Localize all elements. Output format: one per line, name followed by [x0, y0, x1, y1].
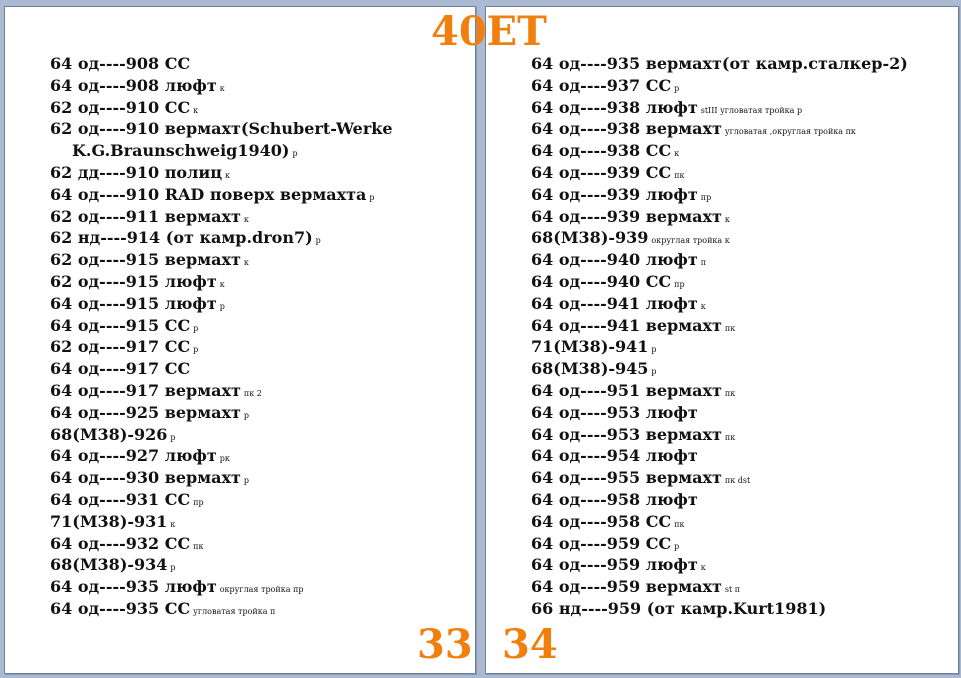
line-text: 68(М38)-934	[50, 555, 168, 575]
line-text: 64 од----930 вермахт	[50, 468, 241, 488]
line-note: к	[219, 83, 225, 93]
line-text: 64 од----951 вермахт	[531, 380, 722, 400]
line-note: угловатая ,округлая тройка пк	[724, 127, 856, 137]
text-line	[50, 227, 393, 249]
line-note: пк	[724, 388, 736, 398]
text-line	[50, 75, 393, 97]
line-text: 64 од----955 вермахт	[531, 468, 722, 488]
line-text: 64 од----940 СС	[531, 271, 672, 291]
line-text: 68(М38)-926	[50, 424, 168, 444]
line-note: р	[674, 83, 680, 93]
line-text: 64 од----915 люфт	[50, 293, 217, 313]
document-page-left	[4, 6, 476, 674]
document-page-right	[485, 6, 959, 674]
line-note: р	[170, 563, 176, 573]
text-line	[531, 424, 908, 446]
text-line	[50, 53, 393, 75]
line-note: к	[219, 279, 225, 289]
text-line	[50, 315, 393, 337]
line-text: 68(М38)-939	[531, 228, 649, 248]
text-line	[531, 402, 908, 424]
text-line	[50, 358, 393, 380]
line-note: р	[315, 236, 321, 246]
text-line	[50, 380, 393, 402]
text-line	[50, 118, 393, 140]
line-text: 68(М38)-945	[531, 359, 649, 379]
text-line	[50, 402, 393, 424]
text-line	[531, 53, 908, 75]
line-note: р	[219, 301, 225, 311]
page-number-left: 33	[417, 621, 473, 668]
line-note: пк 2	[243, 388, 262, 398]
line-note: р	[243, 476, 250, 486]
line-text: 64 од----958 СС	[531, 511, 672, 531]
line-note: пк	[193, 541, 204, 551]
text-line	[531, 271, 908, 293]
line-text: 64 од----935 вермахт(от камр.сталкер-2)	[531, 54, 908, 73]
line-note: пк	[674, 519, 685, 529]
line-text: 64 од----908 люфт	[50, 75, 217, 95]
text-line	[50, 489, 393, 511]
text-line	[531, 118, 908, 140]
line-note: р	[674, 541, 680, 551]
text-line	[531, 249, 908, 271]
line-text: 64 од----935 СС	[50, 598, 191, 618]
text-line	[50, 467, 393, 489]
line-text: 62 од----917 СС	[50, 337, 191, 357]
line-note: р	[243, 410, 250, 420]
text-line	[50, 271, 393, 293]
text-line	[50, 576, 393, 598]
line-note: к	[243, 258, 249, 268]
line-text: 64 од----915 СС	[50, 315, 191, 335]
line-note: п	[700, 258, 707, 268]
text-line	[531, 97, 908, 119]
line-note: рк	[219, 454, 230, 464]
line-text: 64 од----959 СС	[531, 533, 672, 553]
text-line	[50, 445, 393, 467]
line-note: округлая тройка к	[651, 236, 730, 246]
page-right-lines	[531, 53, 908, 620]
text-line	[50, 97, 393, 119]
text-line	[50, 206, 393, 228]
line-note: пк	[724, 432, 736, 442]
text-line	[50, 293, 393, 315]
line-note: к	[225, 170, 231, 180]
text-line	[531, 336, 908, 358]
line-text: 64 од----941 вермахт	[531, 315, 722, 335]
line-text: 64 од----953 вермахт	[531, 424, 722, 444]
line-note: округлая тройка пр	[219, 585, 304, 595]
line-text: 64 од----932 СС	[50, 533, 191, 553]
line-text: 64 од----927 люфт	[50, 446, 217, 466]
line-note: к	[700, 563, 706, 573]
page-left-lines	[50, 53, 393, 620]
line-text: 64 од----941 люфт	[531, 293, 698, 313]
text-line	[531, 293, 908, 315]
text-line	[531, 358, 908, 380]
line-note: st п	[724, 585, 741, 595]
text-line	[50, 249, 393, 271]
line-text: 64 од----935 люфт	[50, 577, 217, 597]
line-text: 64 од----908 СС	[50, 54, 191, 73]
page-number-right: 34	[502, 621, 558, 668]
line-text: 62 од----910 вермахт(Schubert-Werke	[50, 119, 393, 139]
text-line	[50, 554, 393, 576]
line-text: 64 од----917 СС	[50, 359, 191, 379]
text-line	[531, 75, 908, 97]
line-text: 64 од----954 люфт	[531, 446, 698, 466]
text-line	[531, 576, 908, 598]
line-note: к	[700, 301, 706, 311]
text-line	[531, 315, 908, 337]
text-line	[50, 511, 393, 533]
line-text: 64 од----953 люфт	[531, 402, 698, 422]
line-note: р	[292, 149, 298, 159]
line-text: 64 од----959 люфт	[531, 555, 698, 575]
line-text: 62 дд----910 полиц	[50, 162, 223, 182]
line-note: к	[674, 149, 680, 159]
text-line	[531, 554, 908, 576]
text-line	[50, 184, 393, 206]
text-line	[531, 206, 908, 228]
text-line	[531, 489, 908, 511]
line-note: пр	[674, 279, 685, 289]
line-note: stIII угловатая тройка р	[700, 105, 803, 115]
line-text: 71(М38)-931	[50, 511, 168, 531]
text-line	[531, 140, 908, 162]
text-line	[531, 380, 908, 402]
line-text: 64 од----940 люфт	[531, 250, 698, 270]
line-note: пк	[724, 323, 736, 333]
line-text: 64 од----938 люфт	[531, 97, 698, 117]
line-text: 64 од----938 СС	[531, 141, 672, 161]
line-text: 64 од----939 СС	[531, 162, 672, 182]
line-text: 62 нд----914 (от камр.dron7)	[50, 228, 313, 248]
text-line	[531, 162, 908, 184]
text-line	[50, 533, 393, 555]
line-text: 64 од----959 вермахт	[531, 577, 722, 597]
text-line	[531, 511, 908, 533]
text-line	[531, 467, 908, 489]
line-text: 64 од----925 вермахт	[50, 402, 241, 422]
line-note: к	[243, 214, 249, 224]
line-note: р	[193, 345, 199, 355]
text-line	[50, 162, 393, 184]
line-text: 64 од----939 люфт	[531, 184, 698, 204]
text-line	[50, 336, 393, 358]
line-text: K.G.Braunschweig1940)	[72, 141, 290, 161]
line-text: 64 од----910 RAD поверх вермахта	[50, 184, 367, 204]
line-text: 64 од----939 вермахт	[531, 206, 722, 226]
text-line	[531, 184, 908, 206]
text-line	[531, 445, 908, 467]
line-text: 64 од----931 СС	[50, 489, 191, 509]
line-text: 62 од----910 СС	[50, 97, 191, 117]
text-line	[531, 533, 908, 555]
text-line	[50, 424, 393, 446]
line-text: 64 од----917 вермахт	[50, 380, 241, 400]
line-text: 66 нд----959 (от камр.Kurt1981)	[531, 598, 827, 618]
text-line	[50, 598, 393, 620]
line-note: пк dst	[724, 476, 751, 486]
line-note: р	[651, 345, 657, 355]
line-text: 64 од----937 СС	[531, 75, 672, 95]
line-note: к	[170, 519, 176, 529]
line-note: к	[724, 214, 730, 224]
text-line	[50, 140, 393, 162]
line-text: 62 од----911 вермахт	[50, 206, 241, 226]
line-note: к	[193, 105, 199, 115]
line-note: р	[369, 192, 375, 202]
line-note: угловатая тройка п	[193, 606, 276, 616]
text-line	[531, 227, 908, 249]
line-note: пк	[674, 170, 685, 180]
header-title: 40ET	[431, 8, 547, 55]
line-note: р	[651, 367, 657, 377]
line-text: 64 од----938 вермахт	[531, 119, 722, 139]
line-note: пр	[193, 497, 204, 507]
line-text: 64 од----958 люфт	[531, 489, 698, 509]
line-note: пр	[700, 192, 712, 202]
line-text: 62 од----915 люфт	[50, 271, 217, 291]
line-note: р	[193, 323, 199, 333]
line-note: р	[170, 432, 176, 442]
line-text: 71(М38)-941	[531, 337, 649, 357]
text-line	[531, 598, 908, 620]
line-text: 62 од----915 вермахт	[50, 250, 241, 270]
